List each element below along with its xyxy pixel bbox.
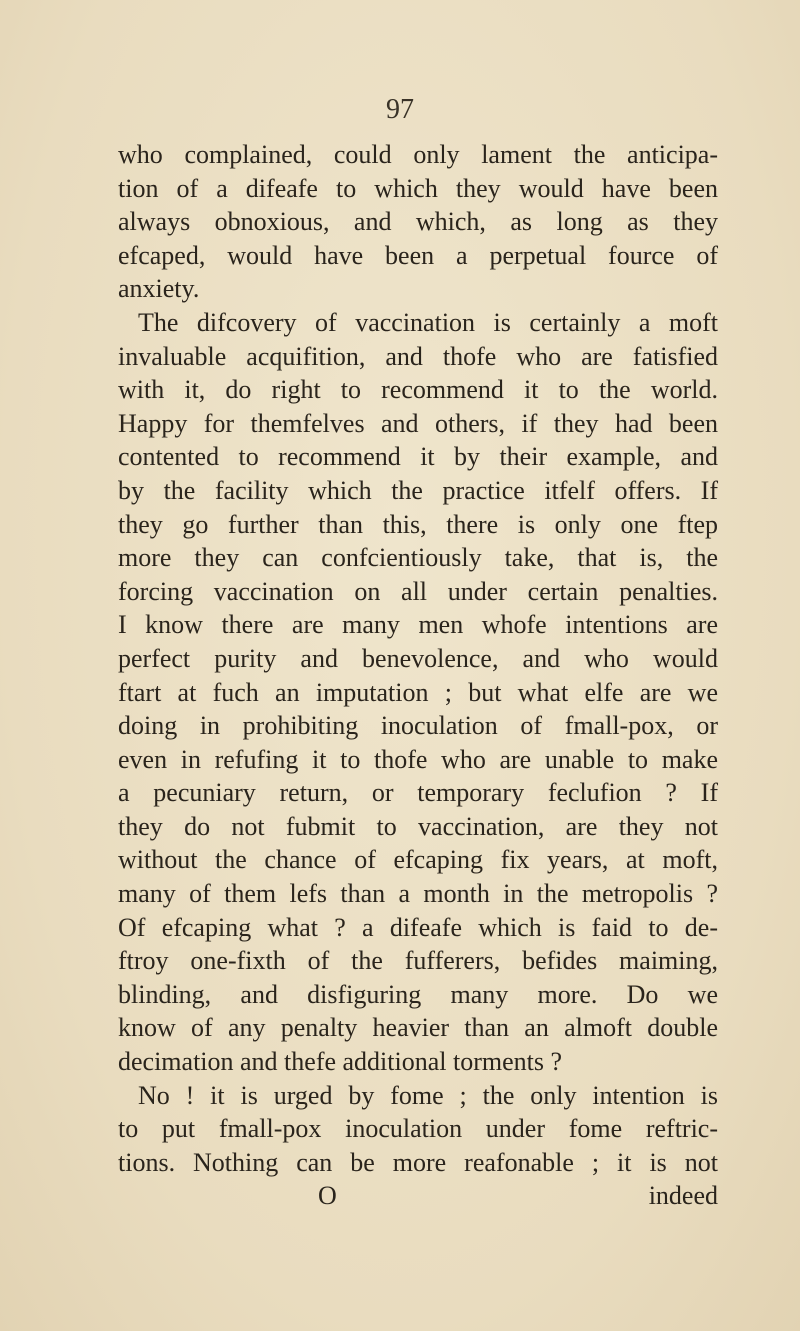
text-line: tion of a difeafe to which they would have been xyxy=(118,173,718,203)
text-line: blinding, and disfiguring many more. Do we xyxy=(118,979,718,1009)
text-line: The difcovery of vaccination is certainly a moft xyxy=(138,307,718,337)
text-line: even in refufing it to thofe who are unable to make xyxy=(118,744,718,774)
footer-row xyxy=(118,1179,718,1213)
text-line: by the facility which the practice itfelf offers. If xyxy=(118,475,718,505)
page-number: 97 xyxy=(386,94,414,125)
body-text xyxy=(118,138,718,1213)
text-line: Happy for themfelves and others, if they had been xyxy=(118,408,718,438)
text-line: efcaped, would have been a perpetual fource of xyxy=(118,240,718,270)
text-line: more they can confcientiously take, that is, the xyxy=(118,543,718,573)
text-line: decimation and thefe additional torments ? xyxy=(118,1047,563,1077)
text-line: No ! it is urged by fome ; the only intention is xyxy=(138,1080,718,1110)
text-line: many of them lefs than a month in the metropolis ? xyxy=(118,879,718,909)
signature-mark: O xyxy=(318,1181,337,1211)
text-line: tions. Nothing can be more reafonable ; it is not xyxy=(118,1147,718,1177)
text-line: perfect purity and benevolence, and who would xyxy=(118,643,718,673)
text-line: a pecuniary return, or temporary feclufion ? If xyxy=(118,778,718,808)
text-line: to put fmall-pox inoculation under fome reftric- xyxy=(118,1114,718,1144)
text-line: forcing vaccination on all under certain penalties. xyxy=(118,576,718,606)
text-line: know of any penalty heavier than an almoft double xyxy=(118,1013,718,1043)
catchword: indeed xyxy=(648,1181,718,1211)
text-line: without the chance of efcaping fix years, at moft, xyxy=(118,845,718,875)
text-line: who complained, could only lament the anticipa- xyxy=(118,140,718,169)
text-line: invaluable acquifition, and thofe who are fatisfied xyxy=(118,341,718,371)
text-line: Of efcaping what ? a difeafe which is faid to de- xyxy=(118,912,718,942)
text-line: ftart at fuch an imputation ; but what elfe are we xyxy=(118,677,718,707)
text-line: with it, do right to recommend it to the world. xyxy=(118,375,718,405)
text-line: ftroy one-fixth of the fufferers, befides maiming, xyxy=(118,946,718,976)
text-line: always obnoxious, and which, as long as they xyxy=(118,207,718,237)
text-line: anxiety. xyxy=(118,274,200,304)
text-line: they go further than this, there is only one ftep xyxy=(118,509,718,539)
text-line: doing in prohibiting inoculation of fmall-pox, or xyxy=(118,711,718,741)
text-line: contented to recommend it by their example, and xyxy=(118,442,718,472)
text-line: I know there are many men whofe intentions are xyxy=(118,610,718,640)
text-line: they do not fubmit to vaccination, are they not xyxy=(118,811,718,841)
